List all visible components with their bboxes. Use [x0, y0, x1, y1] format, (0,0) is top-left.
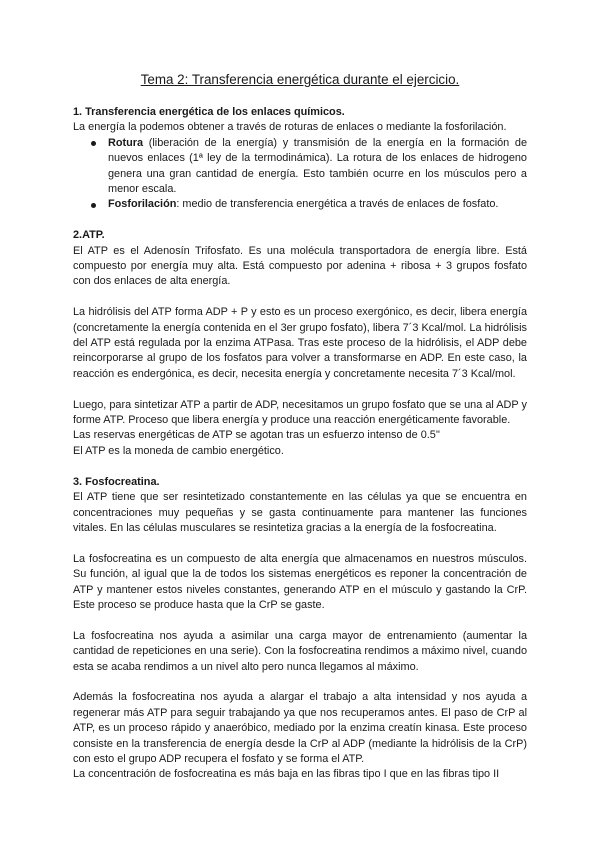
section2-paragraph-4: Las reservas energéticas de ATP se agotan tras un esfuerzo intenso de 0.5''	[73, 429, 440, 442]
bullet-item-rotura	[108, 136, 527, 198]
section3-paragraph-5: La concentración de fosfocreatina es más baja en las fibras tipo I que en las fibras tipo II	[73, 768, 500, 781]
section2-paragraph-3: Luego, para sintetizar ATP a partir de ADP, necesitamos un grupo fosfato que se una al ADP y forme ATP. Proceso que libera energía y produce una reacción energéticamente favorable.	[73, 398, 527, 427]
section3-paragraph-2: La fosfocreatina es un compuesto de alta energía que almacenamos en nuestros músculos. Su función, al igual que la de todos los sistemas energéticos es reponer la concentración de ATP y mantener estos niveles constantes, generando ATP en el músculo y gastando la CrP. Este proceso se produce hasta que la CrP se gaste.	[73, 552, 527, 611]
document-body	[73, 105, 527, 783]
section1-heading: 1. Transferencia energética de los enlaces químicos.	[73, 106, 345, 118]
bullet-item-fosforilacion	[108, 197, 527, 212]
bullet-term: Rotura	[108, 136, 144, 149]
section1-intro: La energía la podemos obtener a través de roturas de enlaces o mediante la fosforilación.	[73, 121, 507, 134]
document-title: Tema 2: Transferencia energética durante el ejercicio.	[140, 72, 460, 87]
section2-paragraph-5: El ATP es la moneda de cambio energético.	[73, 444, 284, 457]
bullet-text: : medio de transferencia energética a través de enlaces de fosfato.	[176, 198, 499, 211]
section2-paragraph-1: El ATP es el Adenosín Trifosfato. Es una molécula transportadora de energía libre. Está compuesto por energía muy alta. Está compuesto por adenina + ribosa + 3 grupos fosfato con dos enlaces de alta energía.	[73, 244, 527, 288]
section3-paragraph-1: El ATP tiene que ser resintetizado constantemente en las células ya que se encuentra en concentraciones muy pequeñas y se gasta continuamente para mantener las funciones vitales. En las células musculares se resintetiza gracias a la energía de la fosfocreatina.	[73, 491, 527, 534]
section3-paragraph-4: Además la fosfocreatina nos ayuda a alargar el trabajo a alta intensidad y nos ayuda a regenerar más ATP para seguir trabajando ya que nos recuperamos antes. El paso de CrP al ATP, es un proceso rápido y anaeróbico, mediado por la enzima creatín kinasa. Este proceso consiste en la transferencia de energía desde la CrP al ADP (mediante la hidrólisis de la CrP) con esto el grupo ADP recupera el fosfato y se forma el ATP.	[73, 691, 527, 765]
section2-paragraph-2: La hidrólisis del ATP forma ADP + P y esto es un proceso exergónico, es decir, libera energía (concretamente la energía contenida en el 3er grupo fosfato), libera 7´3 Kcal/mol. La hidrólisis del ATP está regulada por la enzima ATPasa. Tras este proceso de la hidrólisis, el ADP debe reincorporarse al grupo de los fosfatos para volver a transformarse en ADP. En este caso, la reacción es endergónica, es decir, necesita energía y concretamente necesita 7´3 Kcal/mol.	[73, 306, 527, 380]
section2-heading: 2.ATP.	[73, 229, 105, 242]
section1-bullet-list	[73, 136, 527, 213]
section3-paragraph-3: La fosfocreatina nos ayuda a asimilar una carga mayor de entrenamiento (aumentar la cantidad de repeticiones en una serie). Con la fosfocreatina rendimos a máximo nivel, cuando esta se acaba rendimos a un nivel alto pero nunca llegamos al máximo.	[73, 629, 527, 673]
bullet-text: (liberación de la energía) y transmisión de la energía en la formación de nuevos enlaces (1ª ley de la termodinámica). La rotura de los enlaces de hidrogeno genera una gran cantidad de energía. Esto también ocurre en los músculos pero a menor escala.	[108, 136, 527, 196]
bullet-term: Fosforilación	[108, 198, 177, 211]
section3-heading: 3. Fosfocreatina.	[73, 475, 160, 488]
